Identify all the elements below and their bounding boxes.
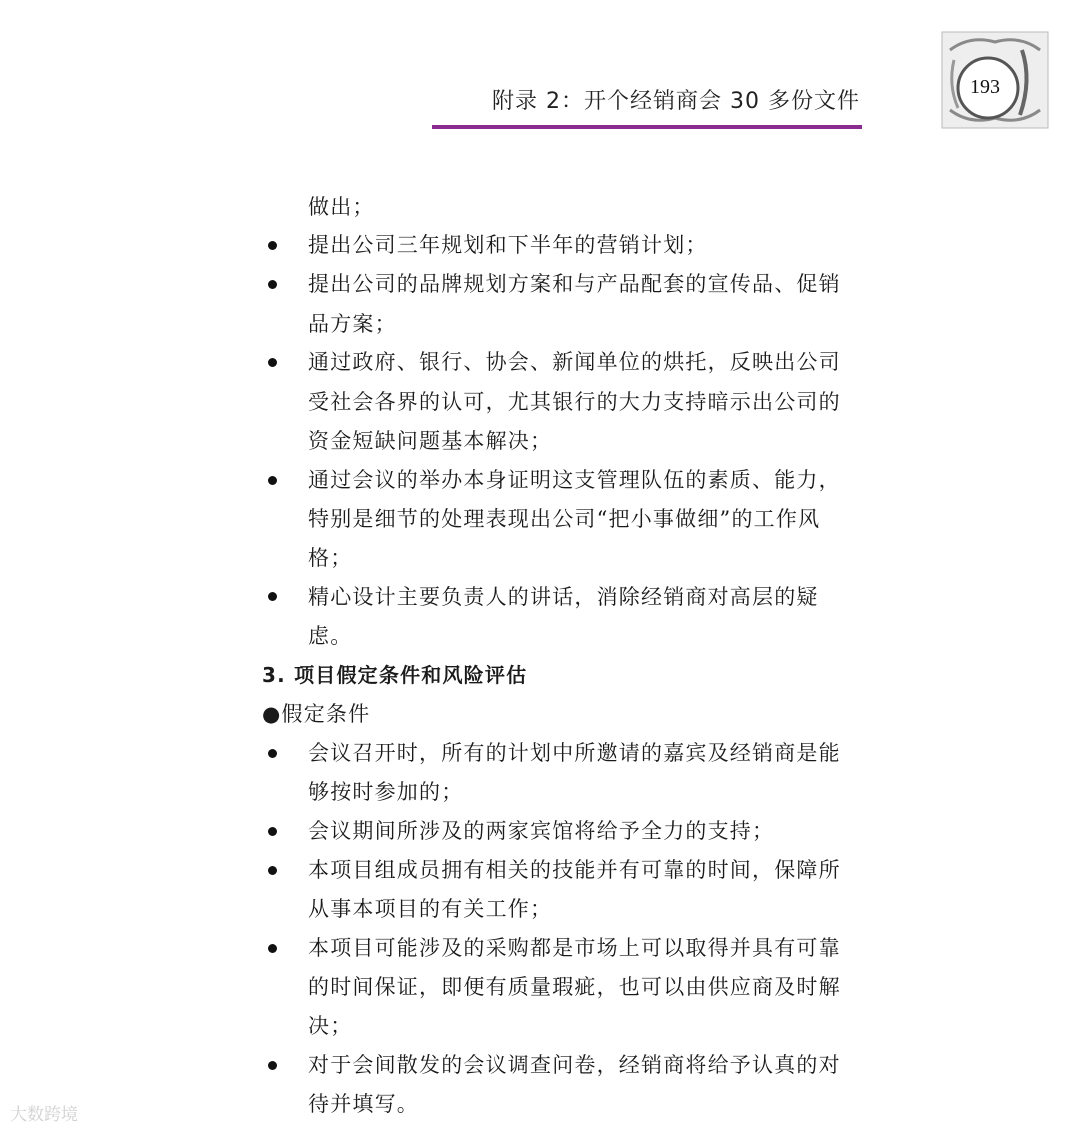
text-line: 精心设计主要负责人的讲话，消除经销商对高层的疑	[308, 585, 819, 609]
watermark: 大数跨境	[10, 1105, 78, 1125]
text-line: 待并填写。	[308, 1092, 419, 1116]
running-header: 附录 2：开个经销商会 30 多份文件	[492, 89, 860, 114]
text-line: 会议期间所涉及的两家宾馆将给予全力的支持；	[308, 819, 775, 843]
bullet-icon	[268, 592, 277, 601]
text-line: 提出公司的品牌规划方案和与产品配套的宣传品、促销	[308, 272, 841, 296]
text-line: 的时间保证，即便有质量瑕疵，也可以由供应商及时解	[308, 975, 841, 999]
bullet-icon	[268, 944, 277, 953]
text-line: 虑。	[308, 624, 353, 648]
bullet-icon	[268, 866, 277, 875]
text-line: 资金短缺问题基本解决；	[308, 429, 553, 453]
text-line: 决；	[308, 1014, 353, 1038]
text-line: 通过会议的举办本身证明这支管理队伍的素质、能力，	[308, 468, 841, 492]
bullet-icon	[268, 280, 277, 289]
section-heading: 3. 项目假定条件和风险评估	[262, 663, 528, 687]
text-line: 受社会各界的认可，尤其银行的大力支持暗示出公司的	[308, 390, 841, 414]
text-line: 够按时参加的；	[308, 780, 464, 804]
bullet-icon	[268, 1061, 277, 1070]
text-line: 特别是细节的处理表现出公司“把小事做细”的工作风	[308, 507, 821, 531]
text-line: 做出；	[308, 195, 375, 219]
subheading: ●假定条件	[262, 702, 371, 726]
bullet-icon	[268, 241, 277, 250]
text-line: 从事本项目的有关工作；	[308, 897, 553, 921]
page-number: 193	[970, 76, 1000, 98]
text-line: 对于会间散发的会议调查问卷，经销商将给予认真的对	[308, 1053, 841, 1077]
text-line: 品方案；	[308, 312, 397, 336]
text-line: 提出公司三年规划和下半年的营销计划；	[308, 233, 708, 257]
text-line: 格；	[308, 546, 353, 570]
header-rule	[432, 125, 862, 129]
bullet-icon	[268, 476, 277, 485]
bullet-icon	[268, 358, 277, 367]
text-line: 通过政府、银行、协会、新闻单位的烘托，反映出公司	[308, 350, 841, 374]
text-line: 会议召开时，所有的计划中所邀请的嘉宾及经销商是能	[308, 741, 841, 765]
bullet-icon	[268, 749, 277, 758]
text-line: 本项目组成员拥有相关的技能并有可靠的时间，保障所	[308, 858, 841, 882]
bullet-icon	[268, 827, 277, 836]
text-line: 本项目可能涉及的采购都是市场上可以取得并具有可靠	[308, 936, 841, 960]
